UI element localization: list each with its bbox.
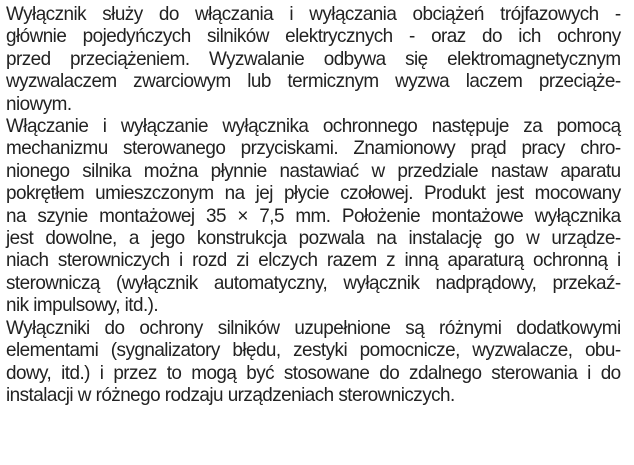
text-line: nik impulsowy, itd.). — [6, 295, 159, 317]
text-line: mechanizmu sterowanego przyciskami. Znamionowy prąd pracy chro- — [6, 138, 621, 160]
text-line: Wyłączniki do ochrony silników uzupełnione są różnymi dodatkowymi — [6, 317, 621, 339]
text-line: przed przeciążeniem. Wyzwalanie odbywa się elektromagnetycznym — [6, 48, 621, 70]
paragraph-1 — [6, 4, 621, 116]
text-line: nionego silnika można płynnie nastawiać w przedziale nastaw aparatu — [6, 160, 621, 182]
text-line: elementami (sygnalizatory błędu, zestyki pomocnicze, wyzwalacze, obu- — [6, 340, 621, 362]
text-line: sterowniczą (wyłącznik automatyczny, wyłącznik nadprądowy, przekaź- — [6, 272, 621, 294]
paragraph-3 — [6, 318, 621, 408]
text-line: pokrętłem umieszczonym na jej płycie czołowej. Produkt jest mocowany — [6, 183, 621, 205]
text-line: wyzwalaczem zwarciowym lub termicznym wyzwa laczem przeciąże- — [6, 71, 621, 93]
text-line: Wyłącznik służy do włączania i wyłączania obciążeń trójfazowych - — [6, 4, 621, 25]
text-line: dowy, itd.) i przez to mogą być stosowane do zdalnego sterowania i do — [6, 362, 621, 384]
text-line: jest dowolne, a jego konstrukcja pozwala na instalację go w urządze- — [6, 228, 621, 250]
text-line: na szynie montażowej 35 × 7,5 mm. Położenie montażowe wyłącznika — [6, 205, 621, 227]
text-line: instalacji w różnego rodzaju urządzeniach sterowniczych. — [6, 384, 455, 406]
paragraph-2 — [6, 116, 621, 318]
document-body — [6, 4, 621, 407]
text-line: Włączanie i wyłączanie wyłącznika ochronnego następuje za pomocą — [6, 116, 621, 138]
text-line: niach sterowniczych i rozd zi elczych razem z inną aparaturą ochronną i — [6, 250, 621, 272]
text-line: głównie pojedyńczych silników elektrycznych - oraz do ich ochrony — [6, 26, 621, 48]
text-line: niowym. — [6, 93, 72, 115]
